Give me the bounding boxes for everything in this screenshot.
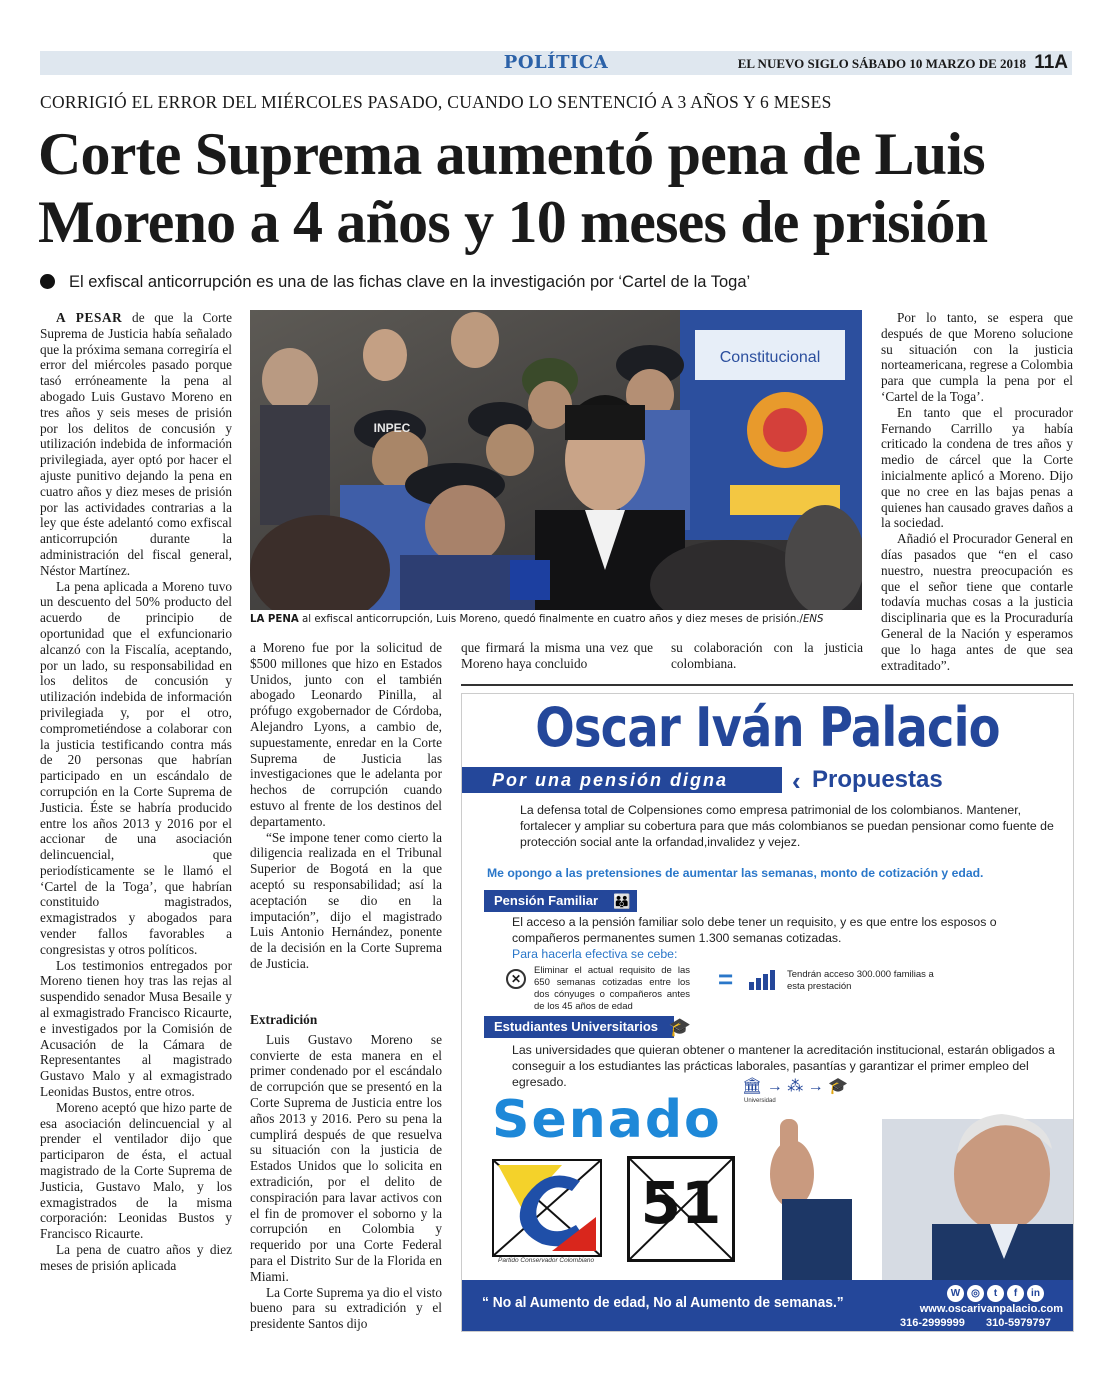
ballot-number: 51 [640,1169,722,1237]
instagram-icon[interactable]: ◎ [967,1285,984,1302]
bar-growth-icon [748,968,778,990]
ad-phone-1: 316-2999999 [900,1317,965,1329]
party-logo [492,1159,602,1257]
caption-lead: LA PENA [250,614,299,625]
paragraph: Por lo tanto, se espera que después de que Moreno solucione su situación con la justicia norteamericana, regrese a Colombia para que cumpla la pena por el ‘Cartel de la Toga’. [881,310,1073,404]
ballot-number-box [627,1156,735,1262]
paragraph: “Se impone tener como cierto la diligencia realizada en el Tribunal Superior de Bogotá en la que aceptó su responsabilidad; así la aceptación se dio en la imputación”, dijo el magistrado Luis Antonio Hernández, ponente de la decisión en la Corte Suprema de Justicia. [250,829,442,971]
section-name: POLÍTICA [503,52,609,73]
ad-senate-label: Senado [492,1090,722,1150]
paragraph: su colaboración con la justicia colombiana. [671,640,863,671]
family-icon: 👪 [607,890,637,912]
ad-intro-text: La defensa total de Colpensiones como empresa patrimonial de los colombianos. Mantener, fortalecer y ampliar su cobertura para que más colombianos se puedan pensionar como fuente de protección social ante la orfandad,invalidez y vejez. [520,803,1054,849]
university-flow-icon: 🏛 → ⁂ → 🎓 [742,1078,849,1095]
paragraph: En tanto que el procurador Fernando Carrillo ya había criticado la condena de tres años y medio de cárcel que la Corte inicialmente aplicó a Moreno. Dijo que no cree en las bajas penas a quienes han causado graves daños a la sociedad. [881,404,1073,531]
ad-quote: “ No al Aumento de edad, No al Aumento de semanas.” [482,1294,844,1311]
article-summary [40,273,1072,292]
news-photo [250,310,862,610]
summary-text: El exfiscal anticorrupción es una de las fichas clave en la investigación por ‘Cartel de la Toga’ [69,273,751,291]
article-column-2 [250,640,442,972]
ad-website[interactable]: www.oscarivanpalacio.com [919,1303,1063,1315]
article-column-2-lower [250,1006,442,1332]
party-name: Partido Conservador Colombiano [498,1257,595,1264]
twitter-icon[interactable]: t [987,1285,1004,1302]
remove-icon: ✕ [506,969,526,989]
section-header-bar [40,51,1072,75]
paragraph: a Moreno fue por la solicitud de $500 millones que hizo en Estados Unidos, junto con el también abogado Leonardo Pinilla, al prófugo exgobernador de Córdoba, Alejandro Lyons, a cambio de, supuestamente, enredar en la Corte Suprema de Justicia las investigaciones que le adelanta por hechos de corrupción cuando estuvo al frente de los destinos del departamento. [250,640,442,829]
poster-text: Constitucional [719,349,821,366]
paragraph: A PESAR de que la Corte Suprema de Justicia había señalado que la próxima semana corregiría el error del miércoles pasado porque tasó erróneamente la pena al abogado Luis Gustavo Moreno en tres años y seis meses de prisión por los delitos de concusión y utilización indebida de información privilegiada, ayer optó por hacer el ajuste punitivo dejando la pena en cuatro años y diez meses de prisión por las actividades contrarias a la ley que éste adelantó como exfiscal anticorrupción durante la administración del fiscal general, Néstor Martínez. [40,310,233,578]
candidate-portrait [752,1099,1073,1284]
whatsapp-icon[interactable]: W [947,1285,964,1302]
paragraph: Luis Gustavo Moreno se convierte de esta manera en el primer condenado por el escándalo de corrupción que se presentó en la Corte Suprema de Justicia entre los años 2013 y 2016. Pero su pena la cumplirá después de que resuelva su situación con la justicia de Estados Unidos que lo solicita en extradición, por el delito de conspiración para lavar activos con el fin de promover el soborno y la corrupción en Colombia y requerido por una Corte Federal para el Distrito Sur de la Florida en Miami. [250,1031,442,1284]
cap-text: INPEC [373,421,411,435]
article-column-4 [671,640,863,672]
caption-text: al exfiscal anticorrupción, Luis Moreno, quedó finalmente en cuatro años y diez meses de prisión./ [298,614,803,625]
ad-phone-2: 310-5979797 [986,1317,1051,1329]
ad-candidate-name: Oscar Iván Palacio [535,696,1000,759]
page-number: 11A [1034,52,1068,73]
political-advertisement [461,693,1074,1332]
facebook-icon[interactable]: f [1007,1285,1024,1302]
ad-family-pension-text: El acceso a la pensión familiar solo debe tener un requisito, y es que entre los esposos o compañeros permanentes sumen 1.300 semanas cotizadas. [512,915,997,945]
ad-university-text: Las universidades que quieran obtener o mantener la acreditación institucional, estarán obligados a conseguir a los estudiantes las prácticas laborales, pasantías y garantizar el primer empleo del egresado. [512,1043,1055,1089]
article-column-1 [40,310,232,1274]
paragraph: La Corte Suprema ya dio el visto bueno para su extradición y el presidente Santos dijo [250,1284,442,1332]
paragraph: Moreno aceptó que hizo parte de esa asociación delincuencial y al prender el ventilador dijo que participaron de ésta, el actual magistrado de la Corte Suprema de Justicia, Gustavo Malo, y los exmagistrados de la misma corporación: Leonidas Bustos y Francisco Ricaurte. [40,1099,232,1242]
graduation-cap-icon: 🎓 [668,1017,692,1037]
paragraph: Los testimonios entregados por Moreno tienen hoy tras las rejas al suspendido senador Musa Besaile y al exmagistrado Francisco Ricaurte, e investigados por la Comisión de Acusación de la Cámara de Representantes al magistrado Gustavo Malo y al exmagistrado Leonidas Bustos, entre otros. [40,957,232,1100]
crowd-photo-illustration [250,310,862,610]
ad-tag-family-pension: Pensión Familiar [484,890,610,912]
article-kicker: CORRIGIÓ EL ERROR DEL MIÉRCOLES PASADO, CUANDO LO SENTENCIÓ A 3 AÑOS Y 6 MESES [40,92,832,112]
ad-access-text: Tendrán acceso 300.000 familias a esta prestación [787,969,934,992]
dateline: EL NUEVO SIGLO SÁBADO 10 MARZO DE 2018 [737,56,1026,71]
social-icons [947,1283,1047,1302]
article-headline: Corte Suprema aumentó pena de Luis Moreno a 4 años y 10 meses de prisión [38,121,988,255]
ad-opposition-statement: Me opongo a las pretensiones de aumentar las semanas, monto de cotización y edad. [487,866,984,880]
ad-requirement-heading: Para hacerla efectiva se cebe: [512,947,678,961]
paragraph: que firmará la misma una vez que Moreno haya concluido [461,640,653,671]
photo-caption [250,614,865,625]
ad-proposals-heading: Propuestas [812,766,943,793]
ad-tag-students: Estudiantes Universitarios [484,1016,674,1038]
bullet-icon [40,274,55,289]
equals-icon: = [718,964,734,994]
ad-slogan: Por una pensión digna [492,770,729,790]
chevron-left-icon: ‹ [792,766,801,796]
paragraph: Añadió el Procurador General en días pasados que “en el caso nuestro, nuestra preocupación es que el señor tiene que contarle todavía muchas cosas a la justicia disciplinaria que es la Procuraduría General de la Nación y esperamos que lo haga antes de que sea extraditado”. [881,531,1073,673]
subheading: Extradición [250,1012,318,1027]
article-column-5 [881,310,1073,673]
article-column-3 [461,640,653,672]
university-label: Universidad [744,1098,776,1104]
linkedin-icon[interactable]: in [1027,1285,1044,1302]
paragraph: La pena de cuatro años y diez meses de prisión aplicada [40,1242,232,1273]
paragraph: La pena aplicada a Moreno tuvo un descuento del 50% producto del acuerdo de principio de oportunidad que el exfuncionario alcanzó con la Fiscalía, aceptando, por un lado, su responsabilidad en los delitos de concusión y utilización indebida de información privilegiada y, por el otro, comprometiéndose a colaborar con la justicia testificando contra más de 20 personas que habrían participado en un escándalo de corrupción en la Corte Suprema de Justicia. Éste se habría producido entre los años 2013 y 2016 por el accionar de una asociación delincuencial, que periodísticamente se le llamó el ‘Cartel de la Toga’, que habrían constituido magistrados, exmagistrados y abogados para vender fallos favorables a congresistas y otros políticos. [40,578,232,957]
caption-credit: ENS [802,614,824,625]
ad-eliminate-text: Eliminar el actual requisito de las 650 semanas cotizadas entre los dos cónyuges o compañeros antes de los 45 años de edad [534,965,690,1012]
lead-words: A PESAR [56,310,123,325]
ad-divider [461,684,1073,686]
